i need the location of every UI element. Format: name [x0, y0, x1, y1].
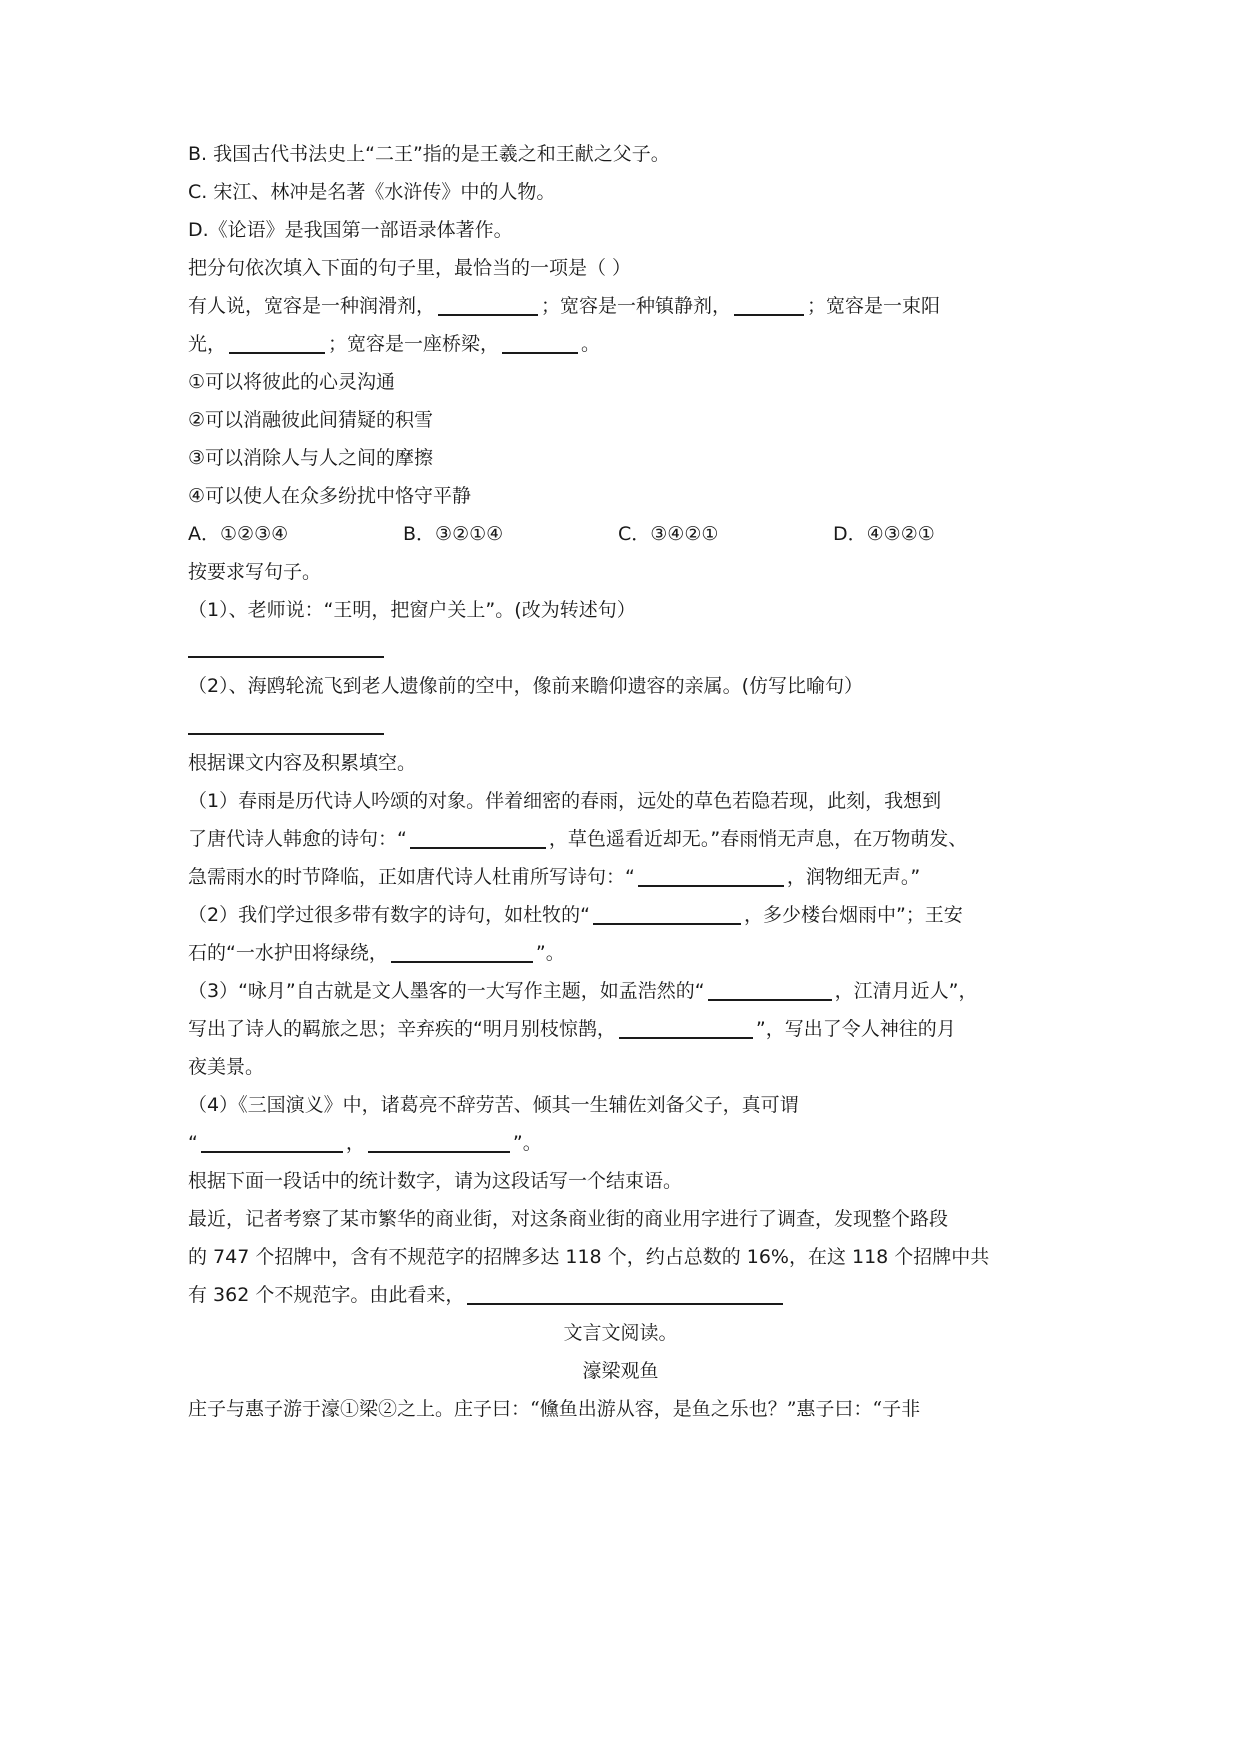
answer-blank[interactable] [410, 827, 546, 849]
passage-title: 濠梁观鱼 [582, 1360, 659, 1382]
poem-paragraph-line: 急需雨水的时节降临，正如唐代诗人杜甫所写诗句：“ ，润物细无声。” [188, 866, 921, 888]
question-stem: 根据下面一段话中的统计数字，请为这段话写一个结束语。 [188, 1170, 683, 1192]
clause-item: ②可以消融彼此间猜疑的积雪 [188, 409, 434, 431]
stat-paragraph-line: 最近，记者考察了某市繁华的商业街，对这条商业街的商业用字进行了调查，发现整个路段 [188, 1208, 949, 1230]
choice-b[interactable]: B．③②①④ [403, 523, 504, 545]
option-d: D.《论语》是我国第一部语录体著作。 [188, 219, 513, 241]
question-stem: 根据课文内容及积累填空。 [188, 752, 417, 774]
answer-blank[interactable] [734, 294, 804, 316]
poem-paragraph-line: （3）“咏月”自古就是文人墨客的一大写作主题，如孟浩然的“ ，江清月近人”， [188, 980, 978, 1002]
sub-question: （2）、海鸥轮流飞到老人遗像前的空中，像前来瞻仰遗容的亲属。(仿写比喻句） [188, 675, 864, 697]
option-c: C. 宋江、林冲是名著《水浒传》中的人物。 [188, 181, 556, 203]
question-sentence-line: 光， ；宽容是一座桥梁， 。 [188, 333, 601, 355]
poem-paragraph-line: （1）春雨是历代诗人吟颂的对象。伴着细密的春雨，远处的草色若隐若现，此刻，我想到 [188, 790, 942, 812]
sub-question: （1）、老师说：“王明，把窗户关上”。(改为转述句） [188, 599, 636, 621]
answer-line[interactable] [188, 733, 384, 735]
stat-paragraph-line: 有 362 个不规范字。由此看来， [188, 1281, 786, 1309]
answer-blank[interactable] [368, 1131, 510, 1153]
answer-blank[interactable] [467, 1283, 783, 1305]
poem-paragraph-line: 石的“一水护田将绿绕， ”。 [188, 942, 565, 964]
answer-blank[interactable] [708, 979, 832, 1001]
option-b: B. 我国古代书法史上“二王”指的是王羲之和王献之父子。 [188, 143, 670, 165]
section-heading: 文言文阅读。 [563, 1322, 678, 1344]
poem-paragraph-line: 了唐代诗人韩愈的诗句：“ ，草色遥看近却无。”春雨悄无声息，在万物萌发、 [188, 828, 968, 850]
stat-paragraph-line: 的 747 个招牌中，含有不规范字的招牌多达 118 个，约占总数的 16%，在这 118 个招牌中共 [188, 1246, 990, 1268]
answer-blank[interactable] [502, 332, 578, 354]
question-stem: 把分句依次填入下面的句子里，最恰当的一项是（ ） [188, 257, 632, 279]
choice-c[interactable]: C．③④②① [618, 523, 719, 545]
poem-paragraph-line: 写出了诗人的羁旅之思；辛弃疾的“明月别枝惊鹊， ”，写出了令人神往的月 [188, 1018, 956, 1040]
poem-paragraph-line: “ ， ”。 [188, 1132, 542, 1154]
choice-d[interactable]: D．④③②① [833, 523, 935, 545]
poem-paragraph-line: （4）《三国演义》中，诸葛亮不辞劳苦、倾其一生辅佐刘备父子，真可谓 [188, 1094, 799, 1116]
answer-blank[interactable] [391, 941, 533, 963]
answer-blank[interactable] [638, 865, 784, 887]
answer-blank[interactable] [438, 294, 538, 316]
answer-blank[interactable] [229, 332, 325, 354]
answer-blank[interactable] [201, 1131, 343, 1153]
clause-item: ④可以使人在众多纷扰中恪守平静 [188, 485, 472, 507]
question-stem: 按要求写句子。 [188, 561, 322, 583]
poem-paragraph-line: 夜美景。 [188, 1056, 265, 1078]
answer-line[interactable] [188, 656, 384, 658]
choice-a[interactable]: A．①②③④ [188, 523, 289, 545]
passage-line: 庄子与惠子游于濠①梁②之上。庄子曰：“儵鱼出游从容，是鱼之乐也？”惠子曰：“子非 [188, 1398, 921, 1420]
question-sentence-line: 有人说，宽容是一种润滑剂， ；宽容是一种镇静剂， ；宽容是一束阳 [188, 295, 941, 317]
answer-blank[interactable] [619, 1017, 753, 1039]
clause-item: ①可以将彼此的心灵沟通 [188, 371, 396, 393]
poem-paragraph-line: （2）我们学过很多带有数字的诗句，如杜牧的“ ，多少楼台烟雨中”；王安 [188, 904, 963, 926]
clause-item: ③可以消除人与人之间的摩擦 [188, 447, 434, 469]
answer-blank[interactable] [593, 903, 741, 925]
